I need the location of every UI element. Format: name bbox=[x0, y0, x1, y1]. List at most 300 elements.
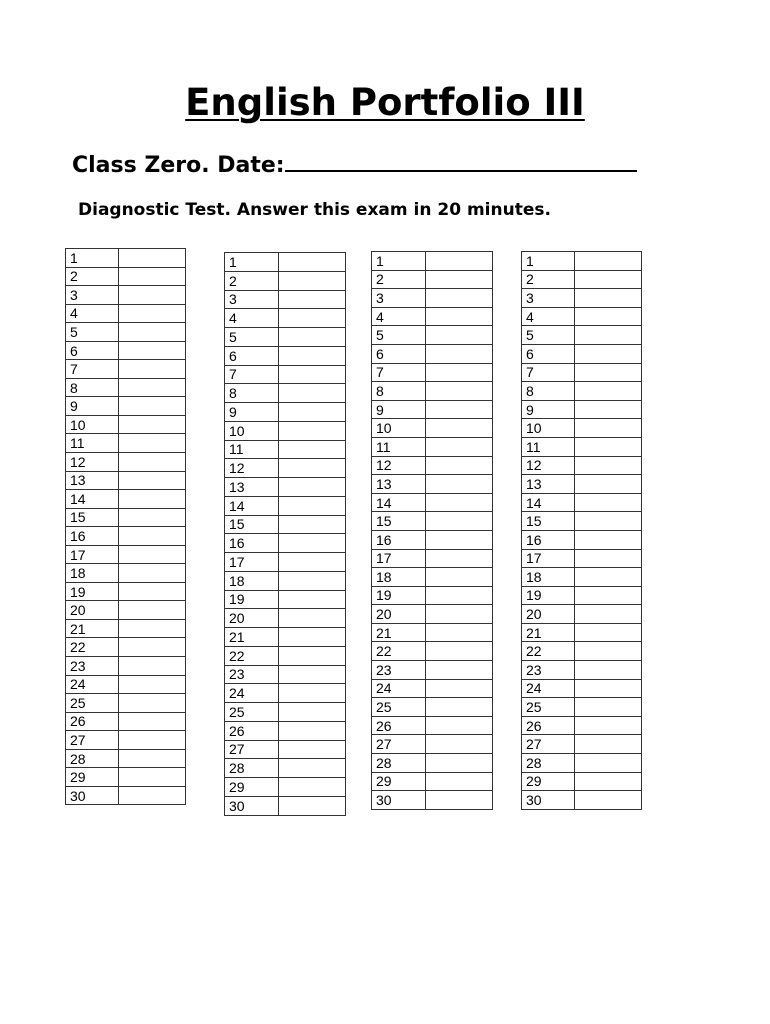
answer-blank-cell[interactable] bbox=[279, 459, 346, 478]
answer-row bbox=[522, 307, 642, 326]
answer-blank-cell[interactable] bbox=[575, 549, 642, 568]
answer-blank-cell[interactable] bbox=[119, 601, 186, 620]
answer-blank-cell[interactable] bbox=[279, 496, 346, 515]
question-number: 7 bbox=[66, 360, 119, 379]
answer-blank-cell[interactable] bbox=[575, 252, 642, 271]
question-number: 22 bbox=[372, 642, 426, 661]
answer-row bbox=[225, 478, 346, 497]
question-number: 10 bbox=[225, 421, 279, 440]
answer-row bbox=[66, 267, 186, 286]
question-number: 9 bbox=[372, 400, 426, 419]
answer-row bbox=[225, 609, 346, 628]
question-number: 23 bbox=[225, 665, 279, 684]
question-number: 7 bbox=[372, 363, 426, 382]
answer-blank-cell[interactable] bbox=[575, 512, 642, 531]
question-number: 8 bbox=[66, 378, 119, 397]
question-number: 25 bbox=[66, 694, 119, 713]
answer-blank-cell[interactable] bbox=[426, 307, 493, 326]
answer-row bbox=[522, 456, 642, 475]
answer-row bbox=[522, 493, 642, 512]
answer-row bbox=[225, 553, 346, 572]
answer-blank-cell[interactable] bbox=[426, 382, 493, 401]
answer-row bbox=[522, 642, 642, 661]
answer-blank-cell[interactable] bbox=[575, 419, 642, 438]
question-number: 6 bbox=[225, 346, 279, 365]
answer-blank-cell[interactable] bbox=[575, 270, 642, 289]
question-number: 1 bbox=[522, 252, 575, 271]
answer-row bbox=[372, 698, 493, 717]
answer-blank-cell[interactable] bbox=[575, 344, 642, 363]
answer-blank-cell[interactable] bbox=[426, 754, 493, 773]
question-number: 3 bbox=[225, 290, 279, 309]
question-number: 21 bbox=[225, 628, 279, 647]
question-number: 14 bbox=[66, 490, 119, 509]
answer-blank-cell[interactable] bbox=[279, 778, 346, 797]
answer-row bbox=[225, 590, 346, 609]
question-number: 12 bbox=[225, 459, 279, 478]
question-number: 12 bbox=[522, 456, 575, 475]
answer-row bbox=[522, 791, 642, 810]
answer-row bbox=[225, 684, 346, 703]
question-number: 21 bbox=[66, 619, 119, 638]
question-number: 20 bbox=[522, 605, 575, 624]
answer-blank-cell[interactable] bbox=[575, 698, 642, 717]
answer-row bbox=[66, 657, 186, 676]
answer-blank-cell[interactable] bbox=[279, 478, 346, 497]
answer-row bbox=[372, 363, 493, 382]
answer-blank-cell[interactable] bbox=[575, 530, 642, 549]
question-number: 19 bbox=[66, 582, 119, 601]
answer-blank-cell[interactable] bbox=[279, 759, 346, 778]
answer-row bbox=[225, 571, 346, 590]
answer-row bbox=[522, 716, 642, 735]
question-number: 24 bbox=[372, 679, 426, 698]
question-number: 9 bbox=[66, 397, 119, 416]
question-number: 14 bbox=[372, 493, 426, 512]
question-number: 16 bbox=[225, 534, 279, 553]
answer-row bbox=[225, 346, 346, 365]
answer-blank-cell[interactable] bbox=[426, 326, 493, 345]
answer-blank-cell[interactable] bbox=[426, 475, 493, 494]
question-number: 17 bbox=[225, 553, 279, 572]
answer-row bbox=[225, 759, 346, 778]
answer-blank-cell[interactable] bbox=[426, 568, 493, 587]
answer-blank-cell[interactable] bbox=[575, 586, 642, 605]
answer-row bbox=[66, 601, 186, 620]
answer-blank-cell[interactable] bbox=[279, 721, 346, 740]
answer-blank-cell[interactable] bbox=[279, 740, 346, 759]
answer-row bbox=[225, 796, 346, 815]
answer-row bbox=[372, 493, 493, 512]
answer-row bbox=[66, 768, 186, 787]
answer-row bbox=[372, 456, 493, 475]
answer-blank-cell[interactable] bbox=[279, 665, 346, 684]
question-number: 7 bbox=[522, 363, 575, 382]
question-number: 20 bbox=[372, 605, 426, 624]
question-number: 19 bbox=[225, 590, 279, 609]
question-number: 14 bbox=[522, 493, 575, 512]
answer-row bbox=[225, 290, 346, 309]
question-number: 27 bbox=[225, 740, 279, 759]
answer-row bbox=[522, 605, 642, 624]
answer-blank-cell[interactable] bbox=[119, 341, 186, 360]
answer-row bbox=[66, 545, 186, 564]
question-number: 2 bbox=[522, 270, 575, 289]
answer-blank-cell[interactable] bbox=[119, 582, 186, 601]
answer-row bbox=[372, 735, 493, 754]
answer-blank-cell[interactable] bbox=[426, 363, 493, 382]
answer-row bbox=[225, 421, 346, 440]
answer-blank-cell[interactable] bbox=[279, 703, 346, 722]
answer-blank-cell[interactable] bbox=[575, 661, 642, 680]
answer-blank-cell[interactable] bbox=[426, 530, 493, 549]
answer-blank-cell[interactable] bbox=[279, 796, 346, 815]
answer-blank-cell[interactable] bbox=[279, 571, 346, 590]
answer-row bbox=[522, 549, 642, 568]
answer-row bbox=[66, 508, 186, 527]
answer-blank-cell[interactable] bbox=[279, 403, 346, 422]
answer-row bbox=[225, 440, 346, 459]
answer-row bbox=[66, 638, 186, 657]
answer-row bbox=[225, 309, 346, 328]
answer-blank-cell[interactable] bbox=[575, 772, 642, 791]
answer-blank-cell[interactable] bbox=[426, 605, 493, 624]
answer-row bbox=[372, 382, 493, 401]
answer-blank-cell[interactable] bbox=[426, 270, 493, 289]
question-number: 12 bbox=[372, 456, 426, 475]
answer-row bbox=[372, 400, 493, 419]
answer-blank-cell[interactable] bbox=[119, 323, 186, 342]
question-number: 4 bbox=[66, 304, 119, 323]
question-number: 3 bbox=[66, 286, 119, 305]
answer-row bbox=[522, 754, 642, 773]
answer-blank-cell[interactable] bbox=[575, 791, 642, 810]
question-number: 19 bbox=[522, 586, 575, 605]
question-number: 11 bbox=[66, 434, 119, 453]
question-number: 8 bbox=[225, 384, 279, 403]
answer-blank-cell[interactable] bbox=[575, 493, 642, 512]
question-number: 29 bbox=[522, 772, 575, 791]
answer-blank-cell[interactable] bbox=[279, 440, 346, 459]
answer-row bbox=[66, 304, 186, 323]
answer-row bbox=[522, 400, 642, 419]
answer-row bbox=[225, 459, 346, 478]
question-number: 29 bbox=[66, 768, 119, 787]
answer-row bbox=[522, 586, 642, 605]
answer-blank-cell[interactable] bbox=[279, 384, 346, 403]
answer-blank-cell[interactable] bbox=[426, 549, 493, 568]
answer-row bbox=[66, 619, 186, 638]
answer-blank-cell[interactable] bbox=[426, 586, 493, 605]
question-number: 22 bbox=[225, 646, 279, 665]
question-number: 5 bbox=[372, 326, 426, 345]
answer-blank-cell[interactable] bbox=[575, 735, 642, 754]
answer-blank-cell[interactable] bbox=[119, 712, 186, 731]
question-number: 18 bbox=[522, 568, 575, 587]
question-number: 22 bbox=[522, 642, 575, 661]
answer-blank-cell[interactable] bbox=[119, 657, 186, 676]
answer-blank-cell[interactable] bbox=[119, 638, 186, 657]
answer-row bbox=[372, 530, 493, 549]
question-number: 28 bbox=[66, 749, 119, 768]
answer-row bbox=[522, 661, 642, 680]
question-number: 2 bbox=[66, 267, 119, 286]
answer-blank-cell[interactable] bbox=[119, 378, 186, 397]
answer-row bbox=[225, 515, 346, 534]
question-number: 26 bbox=[372, 716, 426, 735]
answer-row bbox=[66, 360, 186, 379]
answer-row bbox=[225, 328, 346, 347]
question-number: 2 bbox=[372, 270, 426, 289]
answer-row bbox=[372, 791, 493, 810]
question-number: 23 bbox=[66, 657, 119, 676]
test-instructions: Diagnostic Test. Answer this exam in 20 minutes. bbox=[78, 200, 551, 220]
answer-blank-cell[interactable] bbox=[426, 716, 493, 735]
answer-row bbox=[522, 623, 642, 642]
answer-blank-cell[interactable] bbox=[119, 471, 186, 490]
answer-blank-cell[interactable] bbox=[279, 534, 346, 553]
answer-row bbox=[66, 249, 186, 268]
answer-row bbox=[522, 419, 642, 438]
answer-blank-cell[interactable] bbox=[426, 252, 493, 271]
answer-row bbox=[66, 286, 186, 305]
answer-blank-cell[interactable] bbox=[119, 768, 186, 787]
answer-blank-cell[interactable] bbox=[575, 716, 642, 735]
question-number: 30 bbox=[66, 786, 119, 805]
answer-sheet-column-3 bbox=[371, 251, 493, 810]
question-number: 15 bbox=[225, 515, 279, 534]
answer-blank-cell[interactable] bbox=[119, 749, 186, 768]
answer-blank-cell[interactable] bbox=[279, 684, 346, 703]
question-number: 10 bbox=[66, 415, 119, 434]
answer-row bbox=[522, 475, 642, 494]
answer-blank-cell[interactable] bbox=[575, 326, 642, 345]
answer-blank-cell[interactable] bbox=[119, 267, 186, 286]
answer-blank-cell[interactable] bbox=[575, 363, 642, 382]
question-number: 11 bbox=[225, 440, 279, 459]
answer-blank-cell[interactable] bbox=[119, 619, 186, 638]
answer-blank-cell[interactable] bbox=[279, 271, 346, 290]
question-number: 28 bbox=[372, 754, 426, 773]
answer-row bbox=[225, 534, 346, 553]
answer-blank-cell[interactable] bbox=[119, 434, 186, 453]
question-number: 26 bbox=[225, 721, 279, 740]
answer-sheet-column-2 bbox=[224, 252, 346, 816]
answer-blank-cell[interactable] bbox=[575, 437, 642, 456]
answer-row bbox=[225, 384, 346, 403]
answer-blank-cell[interactable] bbox=[279, 553, 346, 572]
question-number: 14 bbox=[225, 496, 279, 515]
answer-blank-cell[interactable] bbox=[426, 344, 493, 363]
answer-blank-cell[interactable] bbox=[575, 289, 642, 308]
answer-row bbox=[66, 453, 186, 472]
answer-row bbox=[372, 754, 493, 773]
question-number: 10 bbox=[522, 419, 575, 438]
answer-blank-cell[interactable] bbox=[279, 421, 346, 440]
answer-blank-cell[interactable] bbox=[279, 290, 346, 309]
answer-blank-cell[interactable] bbox=[279, 328, 346, 347]
answer-row bbox=[522, 289, 642, 308]
answer-blank-cell[interactable] bbox=[119, 249, 186, 268]
question-number: 20 bbox=[66, 601, 119, 620]
answer-blank-cell[interactable] bbox=[119, 564, 186, 583]
answer-blank-cell[interactable] bbox=[279, 609, 346, 628]
class-date-label: Class Zero. Date: bbox=[72, 153, 285, 178]
answer-blank-cell[interactable] bbox=[426, 512, 493, 531]
answer-blank-cell[interactable] bbox=[279, 590, 346, 609]
answer-row bbox=[372, 772, 493, 791]
question-number: 8 bbox=[522, 382, 575, 401]
answer-blank-cell[interactable] bbox=[119, 694, 186, 713]
question-number: 11 bbox=[522, 437, 575, 456]
answer-blank-cell[interactable] bbox=[119, 731, 186, 750]
answer-blank-cell[interactable] bbox=[575, 679, 642, 698]
question-number: 10 bbox=[372, 419, 426, 438]
answer-blank-cell[interactable] bbox=[426, 661, 493, 680]
answer-row bbox=[225, 646, 346, 665]
question-number: 1 bbox=[66, 249, 119, 268]
answer-blank-cell[interactable] bbox=[426, 493, 493, 512]
answer-row bbox=[522, 363, 642, 382]
question-number: 1 bbox=[372, 252, 426, 271]
answer-blank-cell[interactable] bbox=[426, 437, 493, 456]
answer-blank-cell[interactable] bbox=[119, 397, 186, 416]
answer-row bbox=[225, 628, 346, 647]
answer-blank-cell[interactable] bbox=[426, 642, 493, 661]
question-number: 16 bbox=[66, 527, 119, 546]
question-number: 24 bbox=[522, 679, 575, 698]
answer-blank-cell[interactable] bbox=[575, 568, 642, 587]
question-number: 9 bbox=[225, 403, 279, 422]
answer-blank-cell[interactable] bbox=[575, 754, 642, 773]
answer-blank-cell[interactable] bbox=[426, 456, 493, 475]
question-number: 26 bbox=[66, 712, 119, 731]
question-number: 2 bbox=[225, 271, 279, 290]
answer-blank-cell[interactable] bbox=[426, 679, 493, 698]
answer-blank-cell[interactable] bbox=[119, 527, 186, 546]
answer-blank-cell[interactable] bbox=[575, 642, 642, 661]
answer-blank-cell[interactable] bbox=[119, 786, 186, 805]
answer-blank-cell[interactable] bbox=[119, 490, 186, 509]
answer-blank-cell[interactable] bbox=[119, 304, 186, 323]
answer-row bbox=[225, 271, 346, 290]
question-number: 16 bbox=[522, 530, 575, 549]
answer-row bbox=[372, 642, 493, 661]
answer-blank-cell[interactable] bbox=[426, 735, 493, 754]
question-number: 17 bbox=[66, 545, 119, 564]
answer-row bbox=[522, 698, 642, 717]
answer-row bbox=[66, 564, 186, 583]
answer-row bbox=[522, 772, 642, 791]
answer-blank-cell[interactable] bbox=[575, 382, 642, 401]
answer-row bbox=[372, 623, 493, 642]
question-number: 27 bbox=[66, 731, 119, 750]
question-number: 3 bbox=[522, 289, 575, 308]
answer-row bbox=[66, 582, 186, 601]
answer-blank-cell[interactable] bbox=[426, 289, 493, 308]
answer-blank-cell[interactable] bbox=[575, 400, 642, 419]
question-number: 23 bbox=[372, 661, 426, 680]
question-number: 3 bbox=[372, 289, 426, 308]
question-number: 30 bbox=[522, 791, 575, 810]
answer-blank-cell[interactable] bbox=[426, 791, 493, 810]
question-number: 21 bbox=[372, 623, 426, 642]
answer-row bbox=[66, 490, 186, 509]
date-blank-field[interactable] bbox=[285, 148, 637, 172]
question-number: 30 bbox=[372, 791, 426, 810]
page-title-text: English Portfolio III bbox=[185, 81, 585, 124]
answer-blank-cell[interactable] bbox=[279, 253, 346, 272]
answer-blank-cell[interactable] bbox=[426, 400, 493, 419]
question-number: 6 bbox=[66, 341, 119, 360]
answer-blank-cell[interactable] bbox=[119, 360, 186, 379]
answer-row bbox=[225, 365, 346, 384]
answer-blank-cell[interactable] bbox=[279, 346, 346, 365]
answer-row bbox=[522, 382, 642, 401]
question-number: 18 bbox=[66, 564, 119, 583]
answer-blank-cell[interactable] bbox=[279, 515, 346, 534]
answer-row bbox=[66, 675, 186, 694]
answer-blank-cell[interactable] bbox=[279, 365, 346, 384]
answer-row bbox=[372, 437, 493, 456]
answer-blank-cell[interactable] bbox=[119, 675, 186, 694]
question-number: 5 bbox=[522, 326, 575, 345]
question-number: 17 bbox=[522, 549, 575, 568]
answer-blank-cell[interactable] bbox=[119, 415, 186, 434]
question-number: 28 bbox=[225, 759, 279, 778]
question-number: 27 bbox=[522, 735, 575, 754]
answer-row bbox=[372, 344, 493, 363]
question-number: 25 bbox=[372, 698, 426, 717]
answer-blank-cell[interactable] bbox=[575, 623, 642, 642]
answer-row bbox=[225, 665, 346, 684]
answer-blank-cell[interactable] bbox=[426, 419, 493, 438]
answer-blank-cell[interactable] bbox=[119, 508, 186, 527]
question-number: 19 bbox=[372, 586, 426, 605]
answer-row bbox=[372, 419, 493, 438]
answer-row bbox=[372, 586, 493, 605]
answer-row bbox=[372, 679, 493, 698]
question-number: 25 bbox=[522, 698, 575, 717]
answer-blank-cell[interactable] bbox=[426, 698, 493, 717]
class-date-line bbox=[72, 148, 637, 181]
answer-row bbox=[66, 731, 186, 750]
answer-blank-cell[interactable] bbox=[279, 628, 346, 647]
answer-blank-cell[interactable] bbox=[279, 646, 346, 665]
answer-row bbox=[522, 530, 642, 549]
question-number: 29 bbox=[225, 778, 279, 797]
answer-blank-cell[interactable] bbox=[119, 453, 186, 472]
answer-blank-cell[interactable] bbox=[119, 286, 186, 305]
answer-blank-cell[interactable] bbox=[575, 456, 642, 475]
answer-row bbox=[225, 703, 346, 722]
answer-row bbox=[66, 415, 186, 434]
answer-row bbox=[66, 786, 186, 805]
answer-blank-cell[interactable] bbox=[279, 309, 346, 328]
answer-blank-cell[interactable] bbox=[575, 307, 642, 326]
answer-blank-cell[interactable] bbox=[575, 605, 642, 624]
answer-row bbox=[522, 512, 642, 531]
answer-blank-cell[interactable] bbox=[426, 772, 493, 791]
answer-blank-cell[interactable] bbox=[575, 475, 642, 494]
answer-blank-cell[interactable] bbox=[119, 545, 186, 564]
answer-row bbox=[522, 437, 642, 456]
answer-blank-cell[interactable] bbox=[426, 623, 493, 642]
answer-row bbox=[372, 270, 493, 289]
question-number: 1 bbox=[225, 253, 279, 272]
answer-row bbox=[66, 397, 186, 416]
answer-row bbox=[522, 735, 642, 754]
